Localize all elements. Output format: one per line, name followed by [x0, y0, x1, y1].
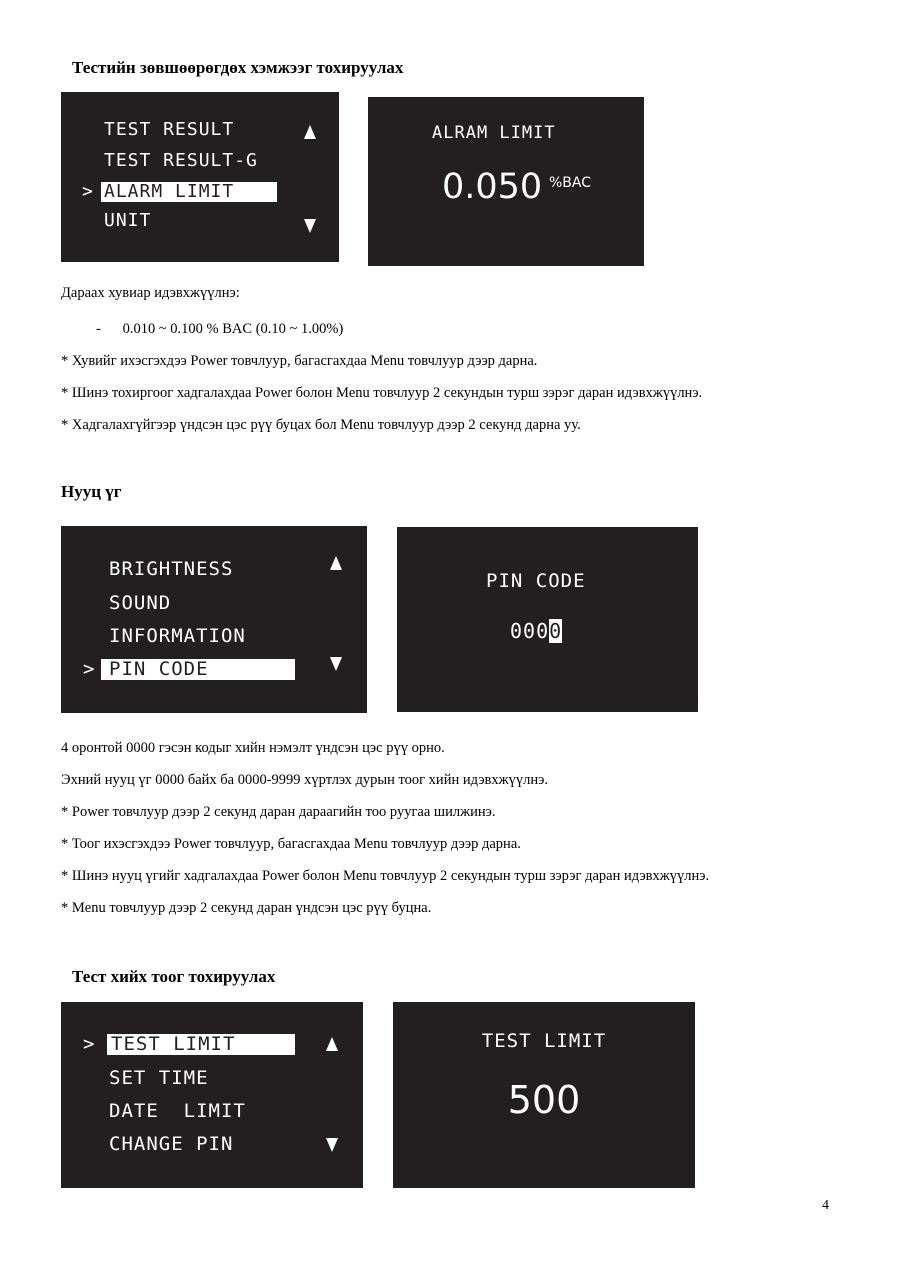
- menu-item-test-result-g[interactable]: TEST RESULT-G: [104, 150, 258, 171]
- test-limit-screen: [393, 1002, 695, 1188]
- pin-digits-fixed: 000: [510, 619, 550, 643]
- menu-item-alarm-limit[interactable]: ALARM LIMIT: [104, 181, 235, 202]
- range-list-item: - 0.010 ~ 0.100 % BAC (0.10 ~ 1.00%): [96, 321, 344, 337]
- selection-caret: >: [83, 658, 95, 680]
- section-heading-pin: Нууц үг: [61, 482, 122, 501]
- section-heading-alarm-limit: Тестийн зөвшөөрөгдөх хэмжээг тохируулах: [72, 58, 404, 77]
- menu-item-sound[interactable]: SOUND: [109, 592, 172, 614]
- pin-code-screen: [397, 527, 698, 712]
- note: * Хувийг ихэсгэхдээ Power товчлуур, багасгахдаа Menu товчлуур дээр дарна.: [61, 353, 538, 369]
- note: * Power товчлуур дээр 2 секунд даран дараагийн тоо руугаа шилжинэ.: [61, 804, 496, 820]
- alarm-limit-screen: [368, 97, 644, 266]
- pin-code-digits: [510, 619, 562, 643]
- scroll-down-icon[interactable]: [326, 1138, 338, 1152]
- scroll-up-icon[interactable]: [304, 125, 316, 139]
- paragraph: Эхний нууц үг 0000 байх ба 0000-9999 хүртлэх дурын тоог хийн идэвхжүүлнэ.: [61, 772, 549, 788]
- paragraph: Дараах хувиар идэвхжүүлнэ:: [61, 285, 240, 301]
- scroll-down-icon[interactable]: [304, 219, 316, 233]
- screen-title: ALRAM LIMIT: [432, 123, 556, 143]
- note: * Menu товчлуур дээр 2 секунд даран үндсэн цэс рүү буцна.: [61, 900, 432, 916]
- selection-caret: >: [83, 1033, 95, 1055]
- menu-item-date-limit[interactable]: DATE LIMIT: [109, 1100, 246, 1122]
- menu-screen-1: [61, 92, 339, 262]
- paragraph: 4 оронтой 0000 гэсэн кодыг хийн нэмэлт үндсэн цэс рүү орно.: [61, 740, 445, 756]
- note: * Тоог ихэсгэхдээ Power товчлуур, багасгахдаа Menu товчлуур дээр дарна.: [61, 836, 521, 852]
- screen-title: PIN CODE: [486, 570, 586, 592]
- menu-item-test-result[interactable]: TEST RESULT: [104, 119, 235, 140]
- menu-screen-2: [61, 526, 367, 713]
- menu-item-information[interactable]: INFORMATION: [109, 625, 246, 647]
- page-number: 4: [822, 1198, 829, 1213]
- menu-item-unit[interactable]: UNIT: [104, 210, 152, 231]
- note: * Хадгалахгүйгээр үндсэн цэс рүү буцах бол Menu товчлуур дээр 2 секунд дарна уу.: [61, 417, 581, 433]
- note: * Шинэ тохиргоог хадгалахдаа Power болон Menu товчлуур 2 секундын турш зэрэг даран идэвхжүүлнэ.: [61, 385, 703, 401]
- section-heading-test-limit: Тест хийх тоог тохируулах: [72, 967, 276, 986]
- scroll-up-icon[interactable]: [326, 1037, 338, 1051]
- test-limit-value: 500: [507, 1078, 581, 1122]
- menu-item-pin-code[interactable]: PIN CODE: [109, 658, 209, 680]
- selection-caret: >: [82, 181, 93, 202]
- menu-item-test-limit[interactable]: TEST LIMIT: [111, 1033, 236, 1055]
- unit-label: %BAC: [549, 175, 592, 191]
- menu-item-set-time[interactable]: SET TIME: [109, 1067, 209, 1089]
- menu-screen-3: [61, 1002, 363, 1188]
- pin-digit-cursor[interactable]: 0: [549, 619, 563, 643]
- scroll-up-icon[interactable]: [330, 556, 342, 570]
- screen-title: TEST LIMIT: [481, 1030, 607, 1052]
- note: * Шинэ нууц үгийг хадгалахдаа Power болон Menu товчлуур 2 секундын турш зэрэг даран идэвхжүүлнэ.: [61, 868, 710, 884]
- scroll-down-icon[interactable]: [330, 657, 342, 671]
- menu-item-change-pin[interactable]: CHANGE PIN: [109, 1133, 234, 1155]
- alarm-limit-value: 0.050: [442, 167, 543, 207]
- menu-item-brightness[interactable]: BRIGHTNESS: [109, 558, 234, 580]
